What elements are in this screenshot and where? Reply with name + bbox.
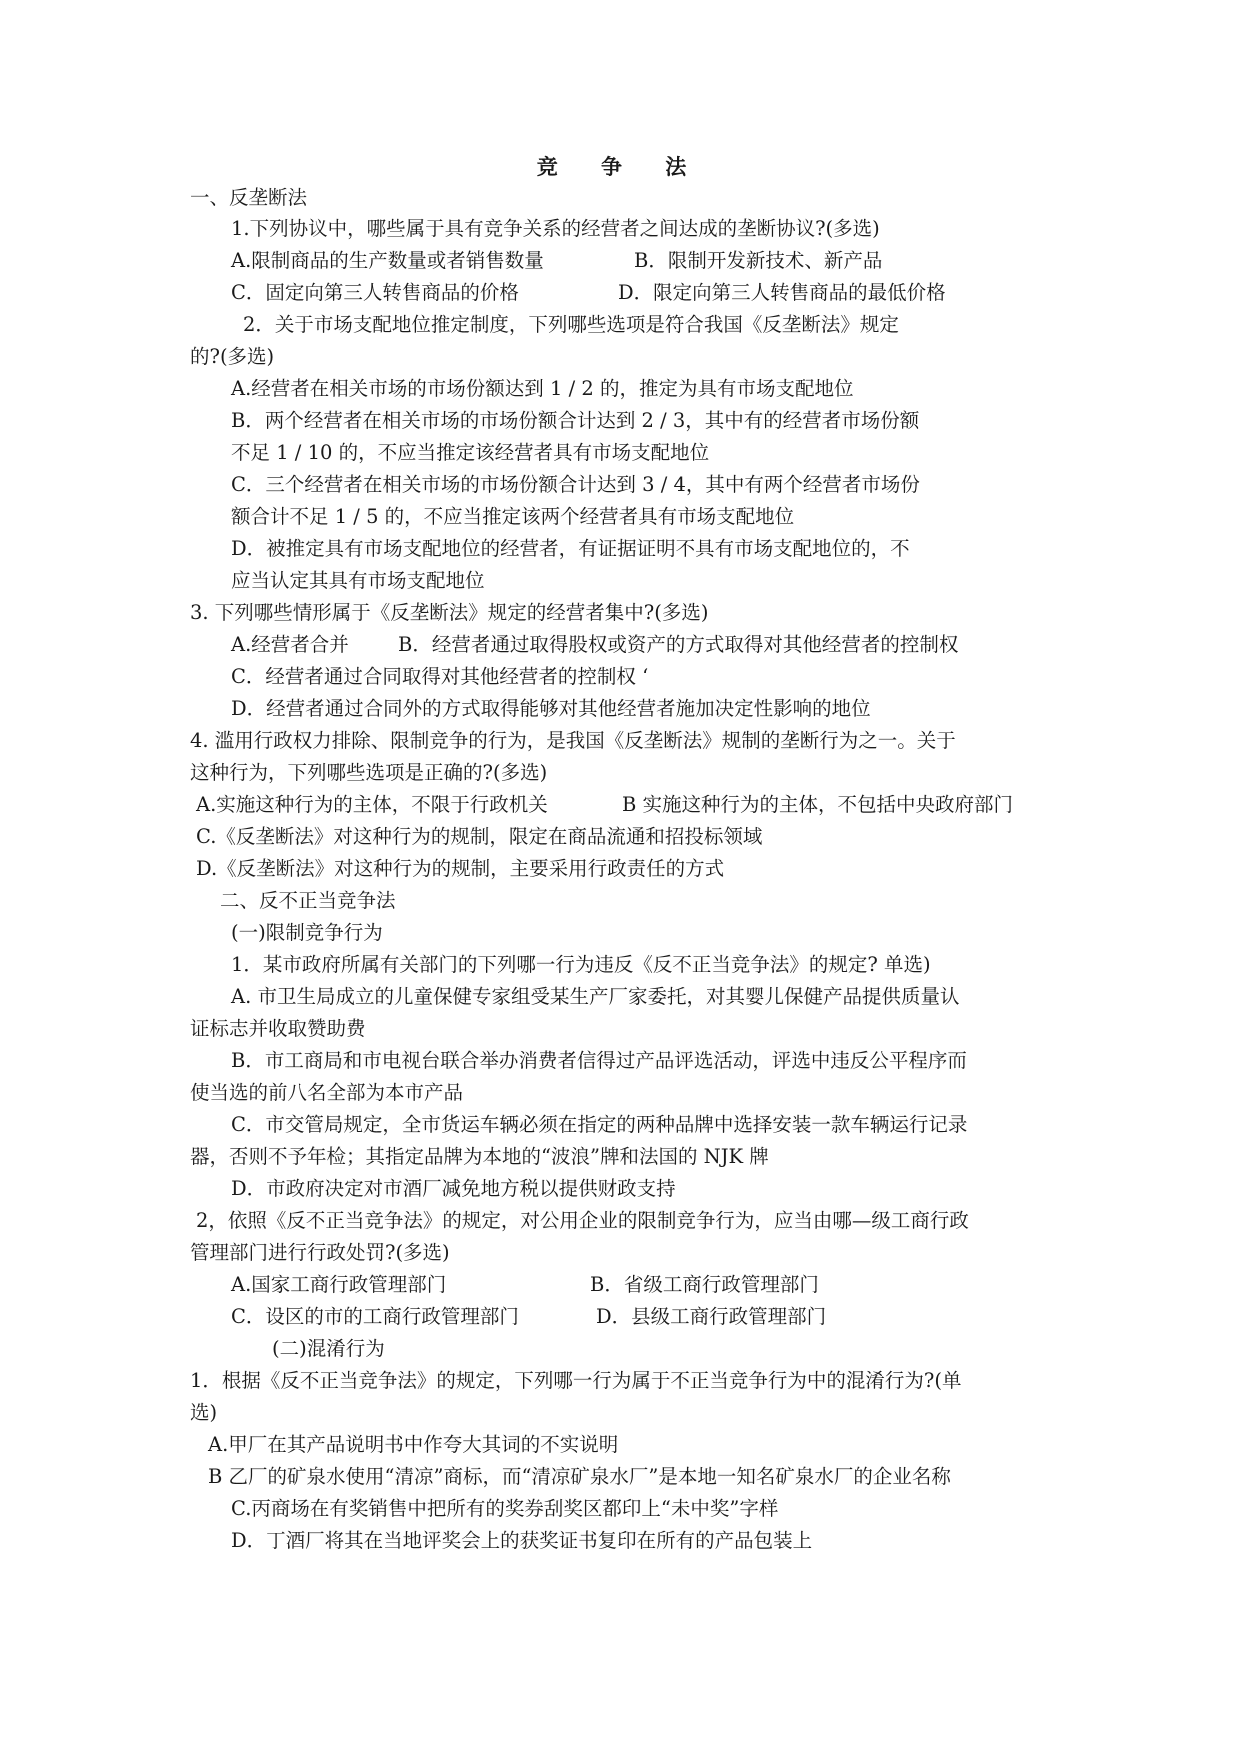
question-stem: 2．关于市场支配地位推定制度，下列哪些选项是符合我国《反垄断法》规定 bbox=[243, 313, 899, 336]
option-b: B 实施这种行为的主体，不包括中央政府部门 bbox=[622, 793, 1014, 816]
option-b: B．经营者通过取得股权或资产的方式取得对其他经营者的控制权 bbox=[398, 633, 959, 656]
option-b: B．限制开发新技术、新产品 bbox=[634, 249, 883, 272]
option-a: A.限制商品的生产数量或者销售数量 bbox=[231, 249, 544, 272]
option-c: C．经营者通过合同取得对其他经营者的控制权 ‘ bbox=[231, 665, 649, 688]
subsection-heading: (二)混淆行为 bbox=[272, 1337, 385, 1360]
question-stem: 2，依照《反不正当竞争法》的规定，对公用企业的限制竞争行为，应当由哪—级工商行政 bbox=[196, 1209, 969, 1232]
option-a: A.甲厂在其产品说明书中作夸大其词的不实说明 bbox=[208, 1433, 619, 1456]
option-b: B．市工商局和市电视台联合举办消费者信得过产品评选活动，评选中违反公平程序而 bbox=[231, 1049, 967, 1072]
option-b: B．省级工商行政管理部门 bbox=[590, 1273, 819, 1296]
option-c: C.丙商场在有奖销售中把所有的奖券刮奖区都印上“未中奖”字样 bbox=[231, 1497, 779, 1520]
option-d-cont: 应当认定其具有市场支配地位 bbox=[231, 569, 485, 592]
subsection-heading: (一)限制竞争行为 bbox=[231, 921, 383, 944]
question-stem: 的?(多选) bbox=[190, 345, 275, 368]
question-stem: 4. 滥用行政权力排除、限制竞争的行为，是我国《反垄断法》规制的垄断行为之一。关于 bbox=[190, 729, 956, 752]
option-c: C.《反垄断法》对这种行为的规制，限定在商品流通和招投标领域 bbox=[196, 825, 763, 848]
option-d: D．市政府决定对市酒厂减免地方税以提供财政支持 bbox=[231, 1177, 676, 1200]
option-b: B 乙厂的矿泉水使用“清凉”商标，而“清凉矿泉水厂”是本地一知名矿泉水厂的企业名称 bbox=[208, 1465, 951, 1488]
option-c: C．设区的市的工商行政管理部门 bbox=[231, 1305, 519, 1328]
question-stem: 1．根据《反不正当竞争法》的规定，下列哪一行为属于不正当竞争行为中的混淆行为?(单 bbox=[190, 1369, 962, 1392]
option-a: A.实施这种行为的主体，不限于行政机关 bbox=[196, 793, 548, 816]
option-d: D．限定向第三人转售商品的最低价格 bbox=[618, 281, 946, 304]
option-d: D.《反垄断法》对这种行为的规制，主要采用行政责任的方式 bbox=[196, 857, 725, 880]
question-stem: 1.下列协议中，哪些属于具有竞争关系的经营者之间达成的垄断协议?(多选) bbox=[231, 217, 880, 240]
section-heading: 二、反不正当竞争法 bbox=[220, 889, 396, 912]
document-title: 竞 争 法 bbox=[536, 154, 705, 179]
question-stem: 3. 下列哪些情形属于《反垄断法》规定的经营者集中?(多选) bbox=[190, 601, 709, 624]
option-c-cont: 额合计不足 1 / 5 的，不应当推定该两个经营者具有市场支配地位 bbox=[231, 505, 795, 528]
option-b-cont: 使当选的前八名全部为本市产品 bbox=[190, 1081, 464, 1104]
option-a: A.经营者在相关市场的市场份额达到 1 / 2 的，推定为具有市场支配地位 bbox=[231, 377, 854, 400]
option-b: B．两个经营者在相关市场的市场份额合计达到 2 / 3，其中有的经营者市场份额 bbox=[231, 409, 920, 432]
option-d: D．丁酒厂将其在当地评奖会上的获奖证书复印在所有的产品包装上 bbox=[231, 1529, 813, 1552]
option-d: D．被推定具有市场支配地位的经营者，有证据证明不具有市场支配地位的，不 bbox=[231, 537, 910, 560]
option-a: A.国家工商行政管理部门 bbox=[231, 1273, 447, 1296]
option-c: C．固定向第三人转售商品的价格 bbox=[231, 281, 519, 304]
option-c: C．三个经营者在相关市场的市场份额合计达到 3 / 4，其中有两个经营者市场份 bbox=[231, 473, 920, 496]
option-c-cont: 器，否则不予年检；其指定品牌为本地的“波浪”牌和法国的 NJK 牌 bbox=[190, 1145, 769, 1168]
option-d: D．经营者通过合同外的方式取得能够对其他经营者施加决定性影响的地位 bbox=[231, 697, 871, 720]
option-a: A.经营者合并 bbox=[231, 633, 349, 656]
option-d: D．县级工商行政管理部门 bbox=[596, 1305, 827, 1328]
question-stem: 管理部门进行行政处罚?(多选) bbox=[190, 1241, 450, 1264]
question-stem: 这种行为，下列哪些选项是正确的?(多选) bbox=[190, 761, 548, 784]
option-a-cont: 证标志并收取赞助费 bbox=[190, 1017, 366, 1040]
section-heading: 一、反垄断法 bbox=[190, 186, 308, 209]
option-c: C．市交管局规定，全市货运车辆必须在指定的两种品牌中选择安装一款车辆运行记录 bbox=[231, 1113, 968, 1136]
question-stem: 1．某市政府所属有关部门的下列哪一行为违反《反不正当竞争法》的规定? 单选) bbox=[231, 953, 931, 976]
option-b-cont: 不足 1 / 10 的，不应当推定该经营者具有市场支配地位 bbox=[231, 441, 710, 464]
option-a: A. 市卫生局成立的儿童保健专家组受某生产厂家委托，对其婴儿保健产品提供质量认 bbox=[231, 985, 960, 1008]
question-stem: 选) bbox=[190, 1401, 218, 1424]
